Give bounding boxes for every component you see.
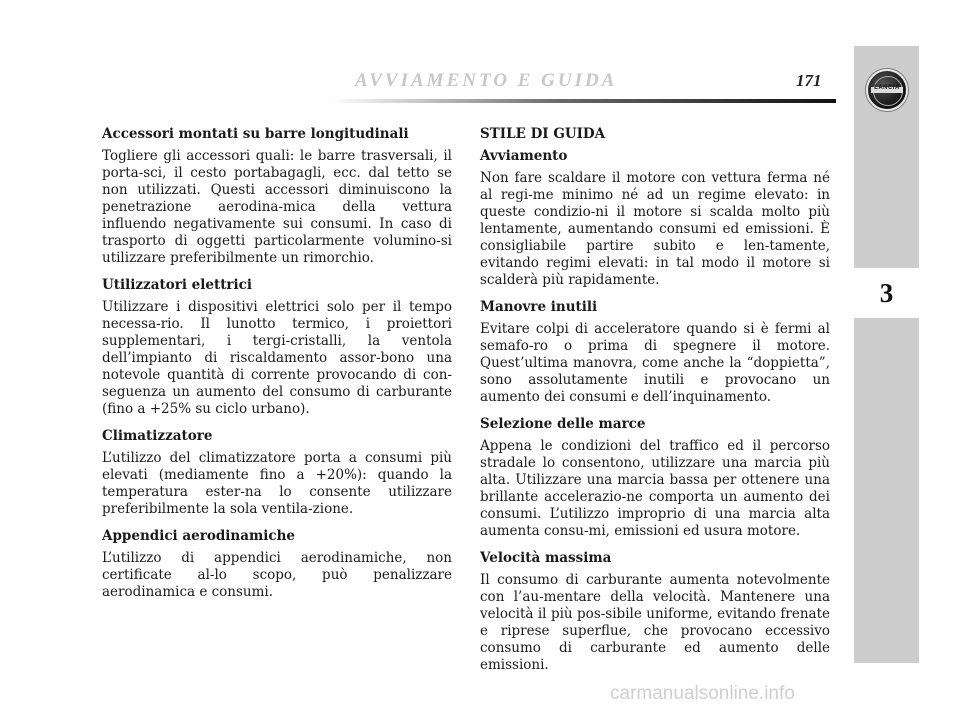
watermark-text: carmanualsonline.info xyxy=(610,683,795,704)
section-title: STILE DI GUIDA xyxy=(480,126,606,142)
section-heading: Selezione delle marce xyxy=(480,416,646,432)
section-body: L’utilizzo di appendici aerodinamiche, non certificate al-lo scopo, può penalizzare aerodinamica e consumi. xyxy=(102,550,452,600)
section-heading: Utilizzatori elettrici xyxy=(102,277,253,293)
left-column xyxy=(102,126,452,611)
header-rule xyxy=(330,99,836,103)
section-body: L’utilizzo del climatizzatore porta a consumi più elevati (mediamente fino a +20%): quando la temperatura ester-na lo consente utilizzare preferibilmente la sola ventila-zione. xyxy=(102,450,452,517)
section-manovre xyxy=(480,299,830,406)
section-heading: Climatizzatore xyxy=(102,428,213,444)
section-accessori xyxy=(102,126,452,267)
section-utilizzatori xyxy=(102,277,452,418)
chapter-sidebar xyxy=(854,46,919,663)
section-body: Appena le condizioni del traffico ed il percorso stradale lo consentono, utilizzare una marcia più alta. Utilizzare una marcia bassa per ottenere una brillante accelerazio-ne comporta un aumento dei consumi. L’utilizzo improprio di una marcia alta aumenta consu-mi, emissioni ed usura motore. xyxy=(480,438,830,539)
section-body: Non fare scaldare il motore con vettura ferma né al regi-me minimo né ad un regime elevato: in queste condizio-ni il motore si scalda molto più lentamente, aumentando consumi ed emissioni. È consigliabile partire subito e len-tamente, evitando regimi elevati: in tal modo il motore si scalderà più rapidamente. xyxy=(480,170,830,288)
section-heading: Accessori montati su barre longitudinali xyxy=(102,126,409,142)
logo-text: LANCIA xyxy=(874,85,900,91)
section-climatizzatore xyxy=(102,428,452,518)
chapter-title: AVVIAMENTO E GUIDA xyxy=(355,70,618,91)
section-marce xyxy=(480,416,830,540)
section-velocita xyxy=(480,550,830,674)
right-column xyxy=(480,126,830,684)
chapter-tab: 3 xyxy=(854,268,919,318)
section-heading: Appendici aerodinamiche xyxy=(102,528,295,544)
section-body: Evitare colpi di acceleratore quando si è fermi al semafo-ro o prima di spegnere il motore. Quest’ultima manovra, come anche la “doppietta”, sono assolutamente inutili e provocano un aumento dei consumi e dell’inquinamento. xyxy=(480,321,830,405)
section-heading: Manovre inutili xyxy=(480,299,598,315)
section-appendici xyxy=(102,528,452,601)
section-body: Utilizzare i dispositivi elettrici solo per il tempo necessa-rio. Il lunotto termico, i proiettori supplementari, i tergi-cristalli, la ventola dell’impianto di riscaldamento assor-bono una notevole quantità di corrente provocando di con-seguenza un aumento del consumo di carburante (fino a +25% su ciclo urbano). xyxy=(102,299,452,417)
section-body: Togliere gli accessori quali: le barre trasversali, il porta-sci, il cesto portabagagli, ecc. dal tetto se non utilizzati. Questi accessori diminuiscono la penetrazione aerodina-mica della vettura influendo negativamente sui consumi. In caso di trasporto di oggetti particolarmente volumino-si utilizzare preferibilmente un rimorchio. xyxy=(102,148,452,266)
section-avviamento xyxy=(480,148,830,289)
section-heading: Avviamento xyxy=(480,148,568,164)
section-body: Il consumo di carburante aumenta notevolmente con l’au-mentare della velocità. Mantenere una velocità il più pos-sibile uniforme, evitando frenate e riprese superflue, che provocano eccessivo consumo di carburante ed aumento delle emissioni. xyxy=(480,572,830,673)
lancia-logo-icon xyxy=(866,69,908,111)
page-number: 171 xyxy=(796,71,822,90)
section-heading: Velocità massima xyxy=(480,550,612,566)
